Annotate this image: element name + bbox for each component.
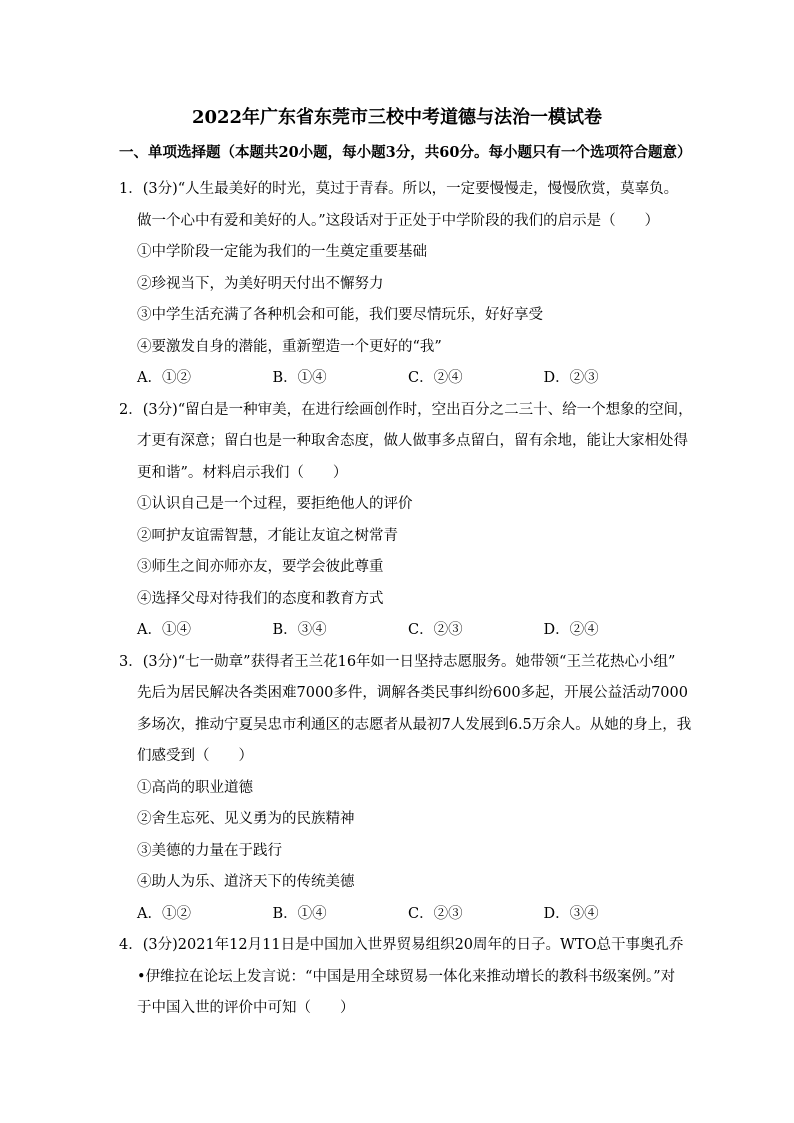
statement-item: ③美德的力量在于践行	[137, 842, 282, 859]
statement-item: ②舍生忘死、见义勇为的民族精神	[137, 811, 355, 827]
choice-a: A．①④	[137, 622, 191, 638]
choice-d: D．②③	[543, 370, 599, 386]
choice-c: C．②③	[408, 622, 463, 638]
choice-a: A．①②	[137, 370, 191, 386]
choice-c: C．②③	[408, 905, 463, 922]
question-stem-line: 更和谐”。材料启示我们（ ）	[137, 464, 348, 481]
question-1	[119, 174, 679, 395]
question-4	[119, 930, 684, 1025]
choice-d: D．②④	[543, 622, 599, 638]
statement-item: ①中学阶段一定能为我们的一生奠定重要基础	[137, 244, 427, 260]
statement-item: ②呵护友谊需智慧，才能让友谊之树常青	[137, 527, 398, 544]
answer-choices	[119, 899, 679, 931]
statement-item: ①高尚的职业道德	[137, 779, 253, 796]
question-stem-line: •伊维拉在论坛上发言说：“中国是用全球贸易一体化来推动增长的教科书级案例。”对	[137, 968, 676, 985]
question-stem-line: 于中国入世的评价中可知（ ）	[137, 1000, 355, 1016]
statement-item: ④要激发自身的潜能，重新塑造一个更好的“我”	[137, 338, 442, 355]
question-2	[119, 395, 693, 647]
choice-b: B．①④	[272, 905, 327, 922]
question-stem-line: 先后为居民解决各类困难7000多件，调解各类民事纠纷600多起，开展公益活动7000	[137, 685, 688, 701]
choice-d: D．③④	[543, 905, 599, 922]
question-stem-line: 做一个心中有爱和美好的人。”这段话对于正处于中学阶段的我们的启示是（ ）	[137, 212, 660, 229]
question-stem-line: 2．(3分)“留白是一种审美，在进行绘画创作时，空出百分之二三十、给一个想象的空间，	[119, 401, 693, 418]
statement-item: ③师生之间亦师亦友，要学会彼此尊重	[137, 559, 384, 575]
choice-b: B．①④	[272, 370, 327, 386]
question-stem-line: 才更有深意；留白也是一种取舍态度，做人做事多点留白，留有余地，能让大家相处得	[137, 433, 688, 449]
statement-item: ③中学生活充满了各种机会和可能，我们要尽情玩乐，好好享受	[137, 307, 543, 323]
choice-c: C．②④	[408, 370, 463, 386]
answer-choices	[119, 615, 679, 647]
statement-item: ①认识自己是一个过程，要拒绝他人的评价	[137, 496, 413, 512]
statement-item: ④助人为乐、道济天下的传统美德	[137, 874, 355, 890]
question-list	[119, 174, 693, 1025]
question-stem-line: 4．(3分)2021年12月11日是中国加入世界贸易组织20周年的日子。WTO总干事奥孔乔	[119, 937, 684, 953]
question-stem-line: 们感受到（ ）	[137, 748, 253, 764]
choice-b: B．③④	[272, 622, 327, 638]
question-stem-line: 多场次，推动宁夏吴忠市利通区的志愿者从最初7人发展到6.5万余人。从她的身上，我	[137, 716, 692, 733]
section-heading: 一、单项选择题（本题共20小题，每小题3分，共60分。每小题只有一个选项符合题意）	[119, 144, 692, 161]
question-stem-line: 1．(3分)“人生最美好的时光，莫过于青春。所以，一定要慢慢走，慢慢欣赏，莫辜负。	[119, 181, 679, 197]
statement-item: ④选择父母对待我们的态度和教育方式	[137, 590, 384, 607]
answer-choices	[119, 363, 679, 395]
question-stem-line: 3．(3分)“七一勋章”获得者王兰花16年如一日坚持志愿服务。她带领“王兰花热心小组”	[119, 653, 676, 670]
exam-title: 2022年广东省东莞市三校中考道德与法治一模试卷	[191, 107, 603, 128]
question-3	[119, 647, 692, 931]
choice-a: A．①②	[137, 905, 191, 922]
statement-item: ②珍视当下，为美好明天付出不懈努力	[137, 275, 384, 292]
